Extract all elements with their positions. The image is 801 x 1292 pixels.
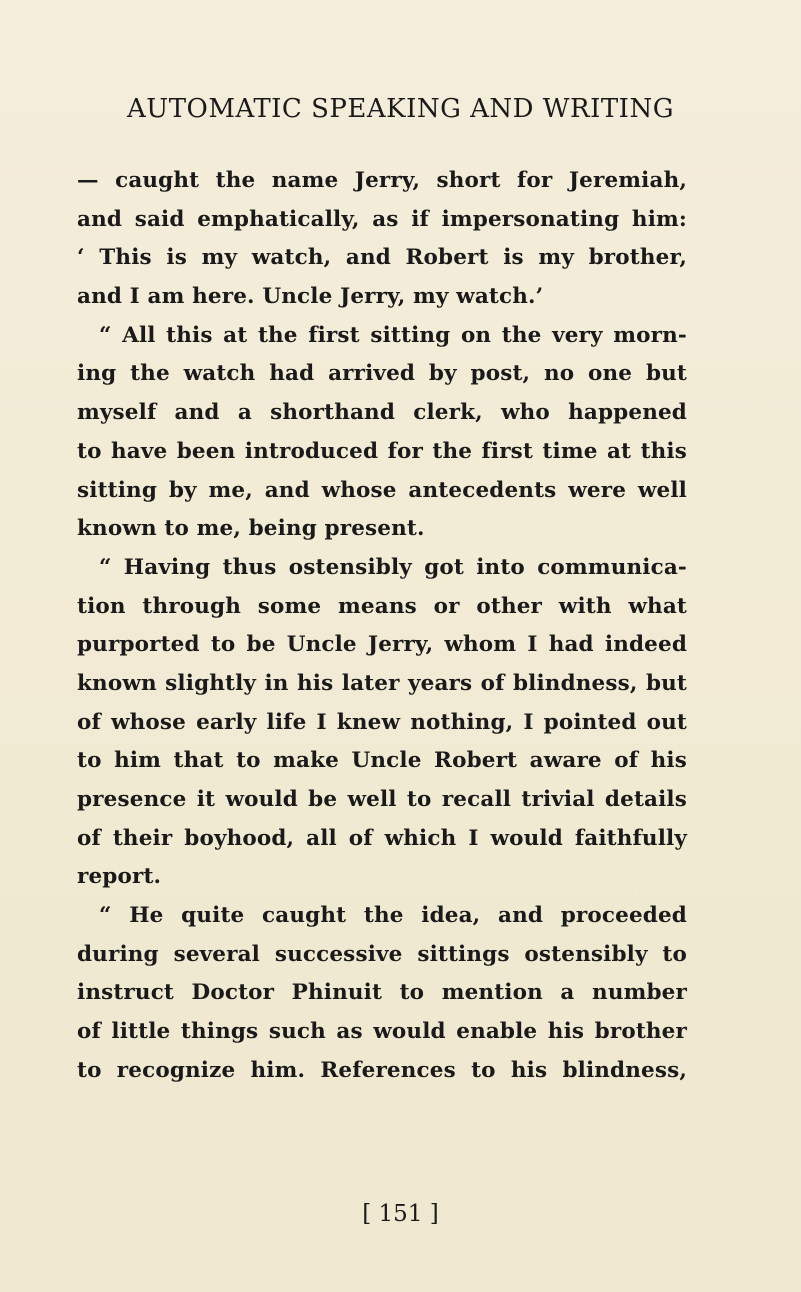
text-line: ‘ This is my watch, and Robert is my brother, [77,245,687,271]
text-line: of their boyhood, all of which I would faithfully [77,825,687,851]
text-line: tion through some means or other with what [77,593,687,619]
running-head: AUTOMATIC SPEAKING AND WRITING [127,94,674,124]
page-number: [ 151 ] [362,1201,439,1227]
text-line: and I am here. Uncle Jerry, my watch.’ [77,284,544,310]
text-line: “ Having thus ostensibly got into communica- [99,554,687,580]
text-line: myself and a shorthand clerk, who happened [77,400,687,426]
text-line: during several successive sittings ostensibly to [77,941,687,967]
text-line: sitting by me, and whose antecedents were well [77,477,687,503]
text-line: “ He quite caught the idea, and proceeded [99,903,687,929]
text-line: to recognize him. References to his blindness, [77,1057,687,1083]
text-line: to have been introduced for the first time at this [77,438,687,464]
text-line: to him that to make Uncle Robert aware of his [77,748,687,774]
text-line: and said emphatically, as if impersonating him: [77,206,687,232]
text-line: purported to be Uncle Jerry, whom I had indeed [77,632,687,658]
text-line: report. [77,864,162,890]
text-line: known to me, being present. [77,516,425,542]
text-line: known slightly in his later years of blindness, but [77,670,687,696]
text-line: of little things such as would enable his brother [77,1019,687,1045]
text-line: presence it would be well to recall trivial details [77,787,687,812]
text-line: ing the watch had arrived by post, no one but [77,361,687,387]
text-line: instruct Doctor Phinuit to mention a number [77,980,687,1006]
text-line: of whose early life I knew nothing, I pointed out [77,709,687,735]
text-line: “ All this at the first sitting on the very morn- [99,322,687,348]
text-line: — caught the name Jerry, short for Jeremiah, [77,168,687,193]
body-text [77,162,687,1091]
